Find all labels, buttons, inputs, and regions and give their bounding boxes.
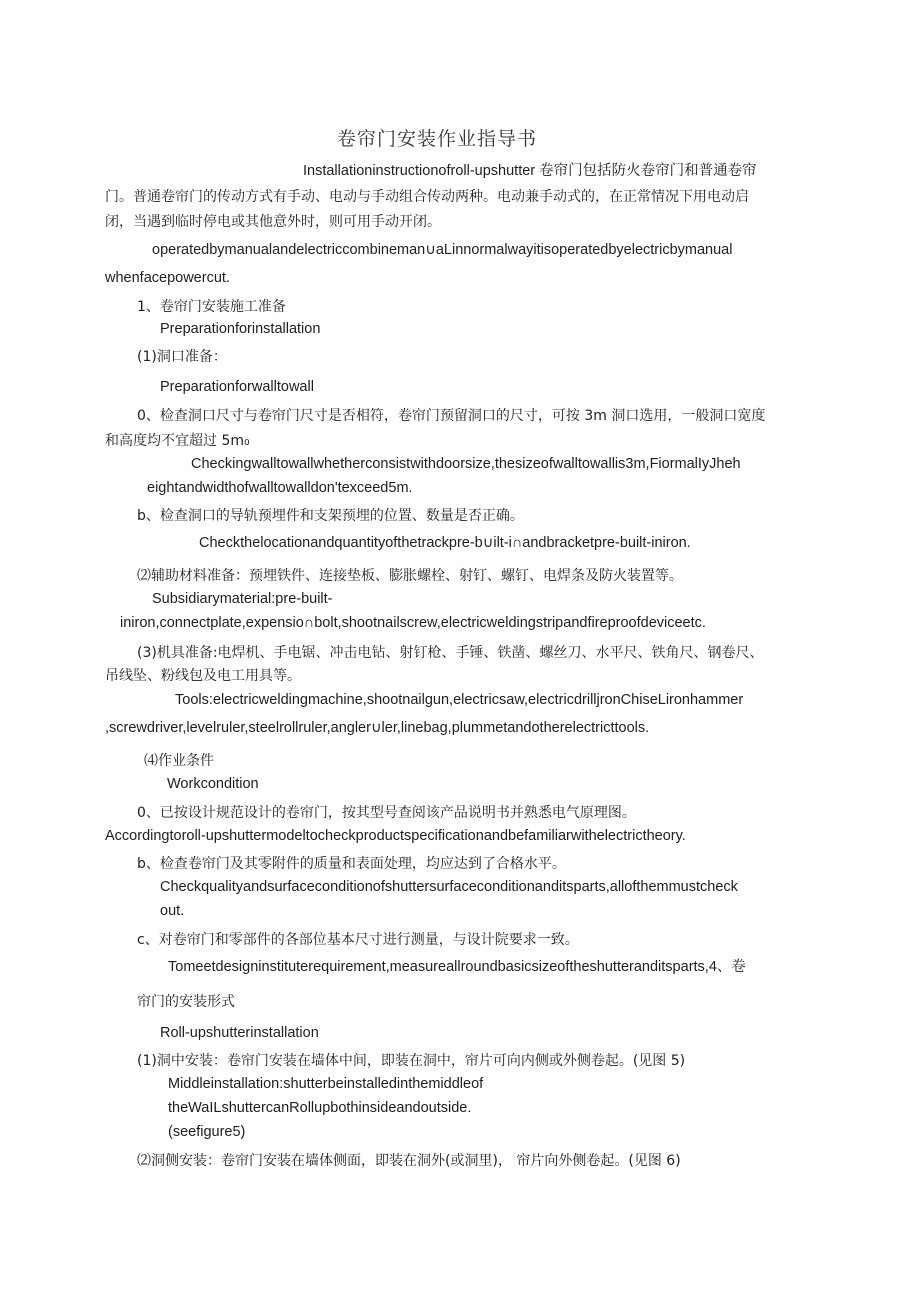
document-title: 卷帘门安装作业指导书: [337, 128, 538, 150]
text-line: Workcondition: [167, 776, 259, 792]
text-line: out.: [160, 903, 185, 919]
text-line: ,screwdriver,levelruler,steelrollruler,angler∪ler,linebag,plummetandotherelectricttools.: [105, 720, 650, 736]
text-line: c、对卷帘门和零部件的各部位基本尺寸进行测量，与设计院要求一致。: [137, 932, 579, 948]
section-heading: 1、卷帘门安装施工准备: [137, 299, 286, 315]
text-line: 0、检查洞口尺寸与卷帘门尺寸是否相符，卷帘门预留洞口的尺寸，可按 3m 洞口选用，一般洞口宽度: [137, 408, 766, 424]
subsection-heading: (3)机具准备:电焊机、手电锯、冲击电钻、射钉枪、手锤、铁凿、螺丝刀、水平尺、铁角尺、钢卷尺、: [137, 645, 764, 661]
text-line: whenfacepowercut.: [105, 270, 230, 286]
text-line: 闭，当遇到临时停电或其他意外时，则可用手动开闭。: [105, 214, 441, 230]
subsection-heading: ⑵洞侧安装：卷帘门安装在墙体侧面，即装在洞外(或洞里)， 帘片向外侧卷起。(见图 6): [137, 1153, 681, 1169]
subsection-heading: (1)洞中安装：卷帘门安装在墙体中间，即装在洞中，帘片可向内侧或外侧卷起。(见图 5): [137, 1053, 686, 1069]
text-line: Tomeetdesigninstituterequirement,measureallroundbasicsizeoftheshutteranditsparts,4、卷: [168, 959, 746, 975]
text-line: (seefigure5): [168, 1124, 246, 1140]
subsection-heading: (1)洞口准备：: [137, 349, 227, 365]
text-line: Accordingtoroll-upshuttermodeltocheckproductspecificationandbefamiliarwithelectrictheory.: [105, 828, 686, 844]
text-line: Checkingwalltowallwhetherconsistwithdoorsize,thesizeofwalltowallis3m,FiormalIyJheh: [191, 456, 741, 472]
text-line: Checkqualityandsurfaceconditionofshuttersurfaceconditionanditsparts,allofthemmustcheck: [160, 879, 738, 895]
subsection-heading: ⑷作业条件: [144, 753, 214, 769]
text-line: Middleinstallation:shutterbeinstalledinthemiddleof: [168, 1076, 484, 1092]
text-line: operatedbymanualandelectriccombineman∪aLinnormalwayitisoperatedbyelectricbymanual: [152, 242, 733, 258]
text-line: theWaILshuttercanRollupbothinsideandoutside.: [168, 1100, 472, 1116]
text-line: 吊线坠、粉线包及电工用具等。: [105, 668, 301, 684]
text-line: 和高度均不宜超过 5m₀: [105, 433, 250, 449]
text-line: Preparationforwalltowall: [160, 379, 314, 395]
text-line: 0、已按设计规范设计的卷帘门，按其型号查阅该产品说明书并熟悉电气原理图。: [137, 805, 636, 821]
text-line: Subsidiarymaterial:pre-built-: [152, 591, 333, 607]
text-line: iniron,connectplate,expensio∩bolt,shootnailscrew,electricweldingstripandfireproofdeviceetc.: [120, 615, 706, 631]
text-line: b、检查卷帘门及其零附件的质量和表面处理，均应达到了合格水平。: [137, 856, 566, 872]
text-line: Tools:electricweldingmachine,shootnailgun,electricsaw,electricdrilljronChiseLironhammer: [175, 692, 744, 708]
text-line: eightandwidthofwalltowalldon'texceed5m.: [147, 480, 413, 496]
subsection-heading: ⑵辅助材料准备：预埋铁件、连接垫板、膨胀螺栓、射钉、螺钉、电焊条及防火装置等。: [137, 568, 683, 584]
text-line: 门。普通卷帘门的传动方式有手动、电动与手动组合传动两种。电动兼手动式的，在正常情况下用电动启: [105, 189, 749, 205]
text-line: 帘门的安装形式: [137, 994, 235, 1010]
text-line: Checkthelocationandquantityofthetrackpre-b∪ilt-i∩andbracketpre-built-iniron.: [199, 535, 691, 551]
text-line: b、检查洞口的导轨预埋件和支架预埋的位置、数量是否正确。: [137, 508, 524, 524]
text-line: Preparationforinstallation: [160, 321, 321, 337]
text-line: Roll-upshutterinstallation: [160, 1025, 319, 1041]
text-line: Installationinstructionofroll-upshutter 卷帘门包括防火卷帘门和普通卷帘: [303, 163, 757, 179]
